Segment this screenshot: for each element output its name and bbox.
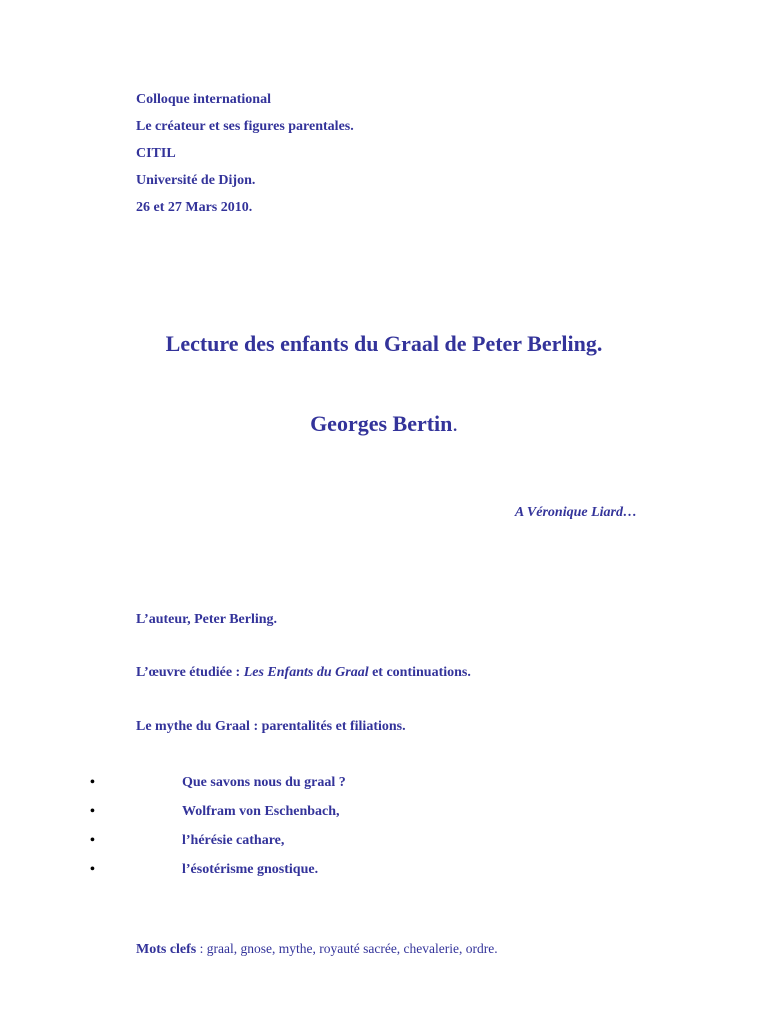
author-line: [0, 411, 768, 437]
bullet-icon: •: [90, 804, 95, 819]
author-name: Georges Bertin: [310, 411, 453, 436]
bullet-icon: •: [90, 775, 95, 790]
keywords-values: : graal, gnose, mythe, royauté sacrée, chevalerie, ordre.: [196, 941, 498, 956]
document-title: Lecture des enfants du Graal de Peter Berling.: [165, 331, 603, 356]
header-line-colloque: Colloque international: [136, 92, 271, 107]
section-work-heading: [136, 665, 471, 681]
keywords-line: [136, 941, 498, 958]
list-item: [0, 831, 768, 860]
work-suffix: et continuations.: [368, 665, 471, 680]
author-trailing-period: .: [452, 411, 458, 436]
bullet-icon: •: [90, 862, 95, 877]
list-item: [0, 773, 768, 802]
header-line-theme: Le créateur et ses figures parentales.: [136, 119, 354, 134]
header-line-organization: CITIL: [136, 146, 176, 161]
section-myth-heading: Le mythe du Graal : parentalités et filiations.: [136, 719, 406, 734]
header-line-dates: 26 et 27 Mars 2010.: [136, 200, 253, 215]
work-prefix: L’œuvre étudiée :: [136, 665, 244, 680]
bullet-list: [0, 773, 768, 889]
section-author-heading: L’auteur, Peter Berling.: [136, 612, 278, 627]
conference-header: [136, 90, 354, 225]
work-title: Les Enfants du Graal: [243, 665, 369, 680]
list-item: [0, 860, 768, 889]
keywords-label: Mots clefs: [136, 942, 197, 957]
list-item-text: Que savons nous du graal ?: [182, 775, 346, 790]
list-item: [0, 802, 768, 831]
list-item-text: Wolfram von Eschenbach,: [182, 804, 340, 819]
list-item-text: l’hérésie cathare,: [182, 833, 285, 848]
bullet-icon: •: [90, 833, 95, 848]
dedication: A Véronique Liard…: [514, 505, 637, 520]
header-line-university: Université de Dijon.: [136, 173, 256, 188]
list-item-text: l’ésotérisme gnostique.: [182, 862, 319, 877]
